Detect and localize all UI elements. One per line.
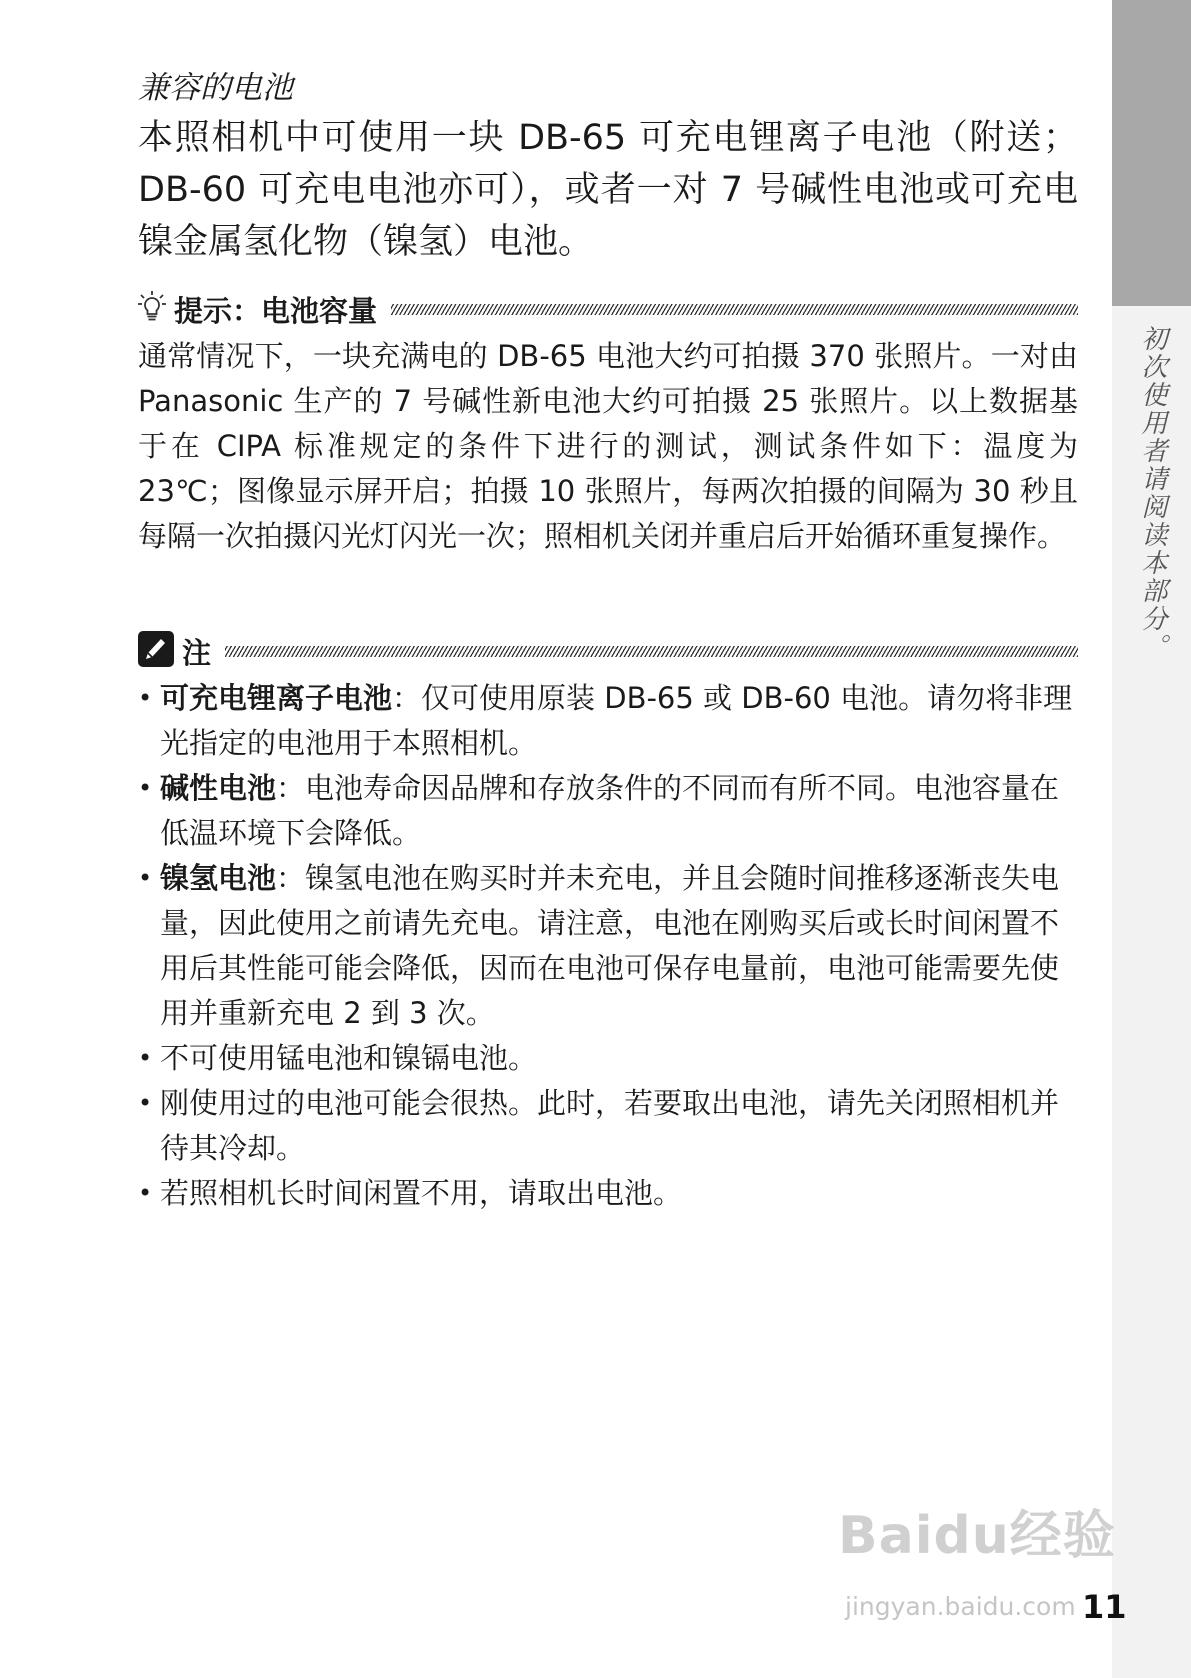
side-tab	[1112, 0, 1191, 1678]
note-term: 镍氢电池	[160, 861, 277, 895]
note-list	[138, 676, 1078, 1216]
list-item	[138, 1081, 1078, 1171]
watermark-url: jingyan.baidu.com	[845, 1592, 1076, 1621]
note-heading-rule	[225, 646, 1078, 657]
list-item	[138, 1171, 1078, 1216]
side-tab-marker	[1112, 0, 1191, 306]
note-term: 可充电锂离子电池	[160, 681, 393, 715]
note-pencil-icon	[138, 631, 174, 671]
watermark-logo: Baidu经验	[838, 1506, 1116, 1566]
note-term: 碱性电池	[160, 771, 277, 805]
tip-heading-row	[138, 289, 1078, 329]
list-item	[138, 856, 1078, 1036]
list-item	[138, 1036, 1078, 1081]
section-title: 兼容的电池	[138, 70, 293, 106]
note-text: ：镍氢电池在购买时并未充电，并且会随时间推移逐渐丧失电量，因此使用之前请先充电。请注意，电池在刚购买后或长时间闲置不用后其性能可能会降低，因而在电池可保存电量前，电池可能需要先使用并重新充电 2 到 3 次。	[160, 861, 1060, 1030]
page-number: 11	[1082, 1588, 1127, 1626]
note-text: ：电池寿命因品牌和存放条件的不同而有所不同。电池容量在低温环境下会降低。	[160, 771, 1060, 850]
list-item	[138, 676, 1078, 766]
list-item	[138, 766, 1078, 856]
note-text: 不可使用锰电池和镍镉电池。	[160, 1041, 538, 1075]
intro-paragraph: 本照相机中可使用一块 DB-65 可充电锂离子电池（附送；DB-60 可充电电池亦可），或者一对 7 号碱性电池或可充电镍金属氢化物（镍氢）电池。	[138, 118, 1078, 262]
tip-body: 通常情况下，一块充满电的 DB-65 电池大约可拍摄 370 张照片。一对由 Panasonic 生产的 7 号碱性新电池大约可拍摄 25 张照片。以上数据基于在 CIPA 标准规定的条件下进行的测试，测试条件如下：温度为 23℃；图像显示屏开启；拍摄 10 张照片，每两次拍摄的间隔为 30 秒且每隔一次拍摄闪光灯闪光一次；照相机关闭并重启后开始循环重复操作。	[138, 339, 1078, 553]
lightbulb-icon	[138, 290, 166, 328]
note-text: 若照相机长时间闲置不用，请取出电池。	[160, 1176, 683, 1210]
side-tab-label: 初次使用者请阅读本部分。	[1137, 325, 1167, 661]
note-text: ：仅可使用原装 DB-65 或 DB-60 电池。请勿将非理光指定的电池用于本照相机。	[160, 681, 1073, 760]
tip-heading-rule	[391, 304, 1078, 315]
note-text: 刚使用过的电池可能会很热。此时，若要取出电池，请先关闭照相机并待其冷却。	[160, 1086, 1060, 1165]
note-heading-row	[138, 631, 1078, 671]
note-heading: 注	[182, 635, 212, 670]
tip-heading: 提示：电池容量	[174, 293, 378, 328]
